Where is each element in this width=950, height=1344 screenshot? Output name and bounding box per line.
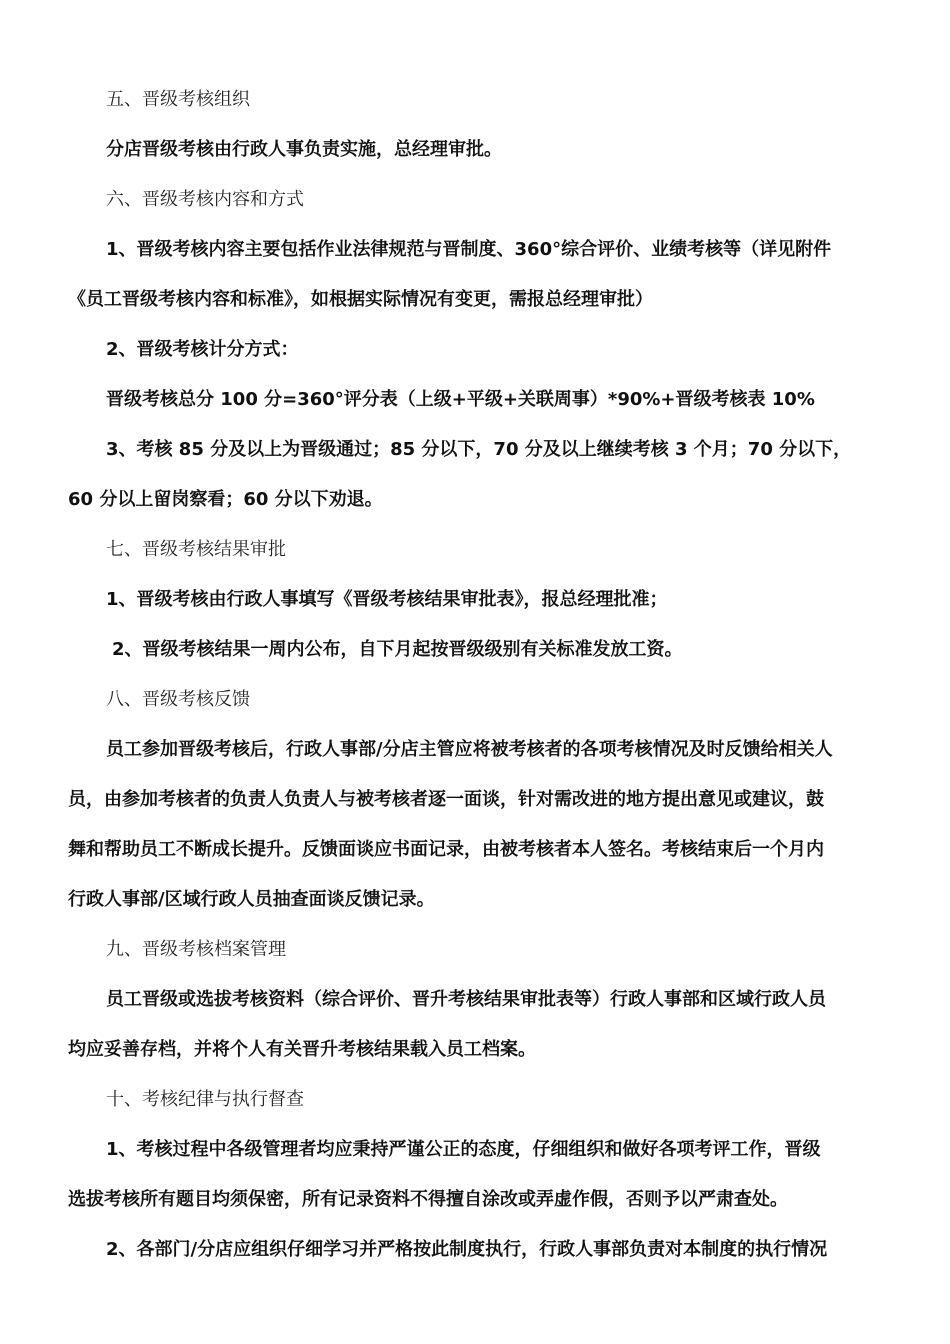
paragraph-line: 1、晋级考核内容主要包括作业法律规范与晋制度、360°综合评价、业绩考核等（详见附件 [106,239,832,260]
paragraph-line: 1、晋级考核由行政人事填写《晋级考核结果审批表》，报总经理批准； [106,589,668,610]
paragraph-line: 员工晋级或选拔考核资料（综合评价、晋升考核结果审批表等）行政人事部和区域行政人员 [106,989,826,1010]
paragraph-line: 分店晋级考核由行政人事负责实施，总经理审批。 [106,139,502,160]
paragraph-line: 3、考核 85 分及以上为晋级通过；85 分以下，70 分及以上继续考核 3 个月；70 分以下， [106,439,852,460]
section-heading-8: 八、晋级考核反馈 [106,689,250,710]
paragraph-line: 1、考核过程中各级管理者均应秉持严谨公正的态度，仔细组织和做好各项考评工作，晋级 [106,1139,821,1160]
paragraph-line: 选拔考核所有题目均须保密，所有记录资料不得擅自涂改或弄虚作假，否则予以严肃查处。 [68,1189,788,1210]
paragraph-line: 2、晋级考核结果一周内公布，自下月起按晋级级别有关标准发放工资。 [112,639,683,660]
section-heading-7: 七、晋级考核结果审批 [106,539,286,560]
paragraph-line: 员工参加晋级考核后，行政人事部/分店主管应将被考核者的各项考核情况及时反馈给相关人 [106,739,833,760]
section-heading-5: 五、晋级考核组织 [106,89,250,110]
paragraph-line: 舞和帮助员工不断成长提升。反馈面谈应书面记录，由被考核者本人签名。考核结束后一个月内 [68,839,824,860]
paragraph-line: 晋级考核总分 100 分=360°评分表（上级+平级+关联周事）*90%+晋级考核表 10% [106,389,815,410]
section-heading-10: 十、考核纪律与执行督查 [106,1089,304,1110]
paragraph-line: 均应妥善存档，并将个人有关晋升考核结果载入员工档案。 [68,1039,536,1060]
paragraph-line: 2、晋级考核计分方式： [106,339,299,360]
paragraph-line: 2、各部门/分店应组织仔细学习并严格按此制度执行，行政人事部负责对本制度的执行情况 [106,1239,828,1260]
paragraph-line: 60 分以上留岗察看；60 分以下劝退。 [68,489,383,510]
section-heading-6: 六、晋级考核内容和方式 [106,189,304,210]
paragraph-line: 《员工晋级考核内容和标准》，如根据实际情况有变更，需报总经理审批） [68,289,653,310]
paragraph-line: 员，由参加考核者的负责人负责人与被考核者逐一面谈，针对需改进的地方提出意见或建议，鼓 [68,789,824,810]
paragraph-line: 行政人事部/区域行政人员抽查面谈反馈记录。 [68,889,435,910]
section-heading-9: 九、晋级考核档案管理 [106,939,286,960]
